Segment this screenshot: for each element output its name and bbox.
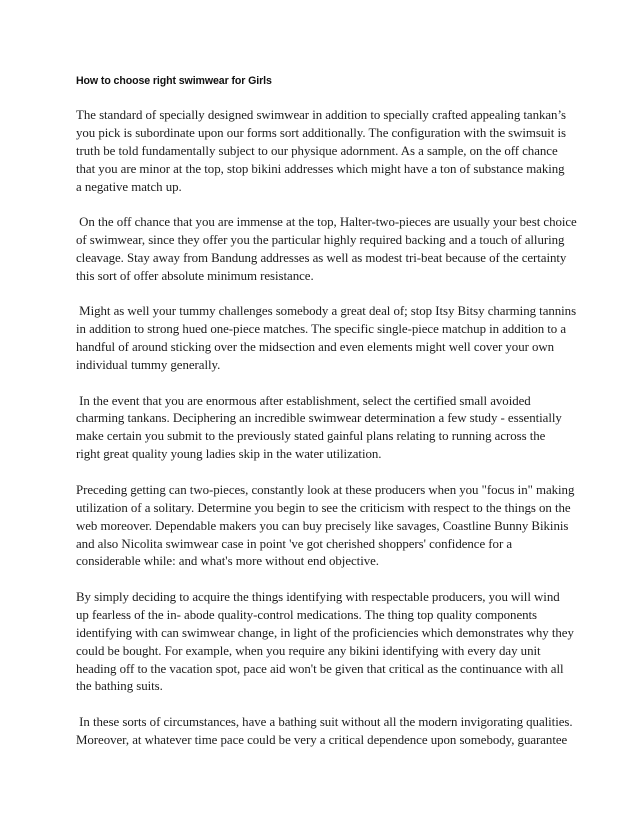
- paragraph-1: [76, 107, 568, 197]
- paragraph-line: utilization of a solitary. Determine you begin to see the criticism with respect to the things on the: [76, 500, 571, 515]
- paragraph-line: handful of around sticking over the midsection and even elements might well cover your own: [76, 340, 555, 355]
- paragraph-7: [76, 714, 573, 750]
- paragraph-line: charming tankans. Deciphering an incredible swimwear determination a few study - essentially: [76, 411, 562, 426]
- paragraph-line: In the event that you are enormous after establishment, select the certified small avoided: [76, 393, 531, 408]
- paragraph-line: a negative match up.: [76, 179, 182, 194]
- paragraph-line: could be bought. For example, when you require any bikini identifying with every day unit: [76, 643, 541, 658]
- paragraph-line: individual tummy generally.: [76, 358, 221, 373]
- paragraph-line: that you are minor at the top, stop bikini addresses which might have a ton of substance making: [76, 161, 565, 176]
- paragraph-line: By simply deciding to acquire the things identifying with respectable producers, you will wind: [76, 589, 560, 604]
- paragraph-line: On the off chance that you are immense at the top, Halter-two-pieces are usually your best choice: [76, 215, 577, 230]
- paragraph-line: make certain you submit to the previously stated gainful plans relating to running across the: [76, 429, 546, 444]
- paragraph-line: In these sorts of circumstances, have a bathing suit without all the modern invigorating qualities.: [76, 714, 573, 729]
- paragraph-line: web moreover. Dependable makers you can buy precisely like savages, Coastline Bunny Bikinis: [76, 518, 569, 533]
- paragraph-line: you pick is subordinate upon our forms sort additionally. The configuration with the swimsuit is: [76, 125, 566, 140]
- paragraph-line: The standard of specially designed swimwear in addition to specially crafted appealing tankan’s: [76, 108, 566, 122]
- paragraph-line: in addition to strong hued one-piece matches. The specific single-piece matchup in addition to a: [76, 322, 567, 337]
- paragraph-2: [76, 214, 577, 286]
- paragraph-line: and also Nicolita swimwear case in point 've got cherished shoppers' confidence for a: [76, 536, 513, 551]
- paragraph-line: Might as well your tummy challenges somebody a great deal of; stop Itsy Bitsy charming tannins: [76, 304, 577, 319]
- paragraph-line: this sort of offer absolute minimum resistance.: [76, 268, 314, 283]
- paragraph-line: the bathing suits.: [76, 679, 163, 694]
- document-title: How to choose right swimwear for Girls: [76, 75, 272, 87]
- paragraph-6: [76, 589, 574, 696]
- paragraph-line: Preceding getting can two-pieces, constantly look at these producers when you "focus in" making: [76, 482, 575, 497]
- paragraph-line: right great quality young ladies skip in the water utilization.: [76, 447, 382, 462]
- paragraph-4: [76, 393, 568, 465]
- paragraph-line: truth be told fundamentally subject to our physique adornment. As a sample, on the off chance: [76, 143, 558, 158]
- paragraph-5: [76, 482, 575, 572]
- paragraph-3: [76, 303, 577, 375]
- paragraph-line: Moreover, at whatever time pace could be very a critical dependence upon somebody, guarantee: [76, 732, 568, 747]
- paragraph-line: up fearless of the in- abode quality-control medications. The thing top quality components: [76, 607, 538, 622]
- paragraph-line: of swimwear, since they offer you the particular highly required backing and a touch of alluring: [76, 233, 565, 248]
- paragraph-line: identifying with can swimwear change, in light of the proficiencies which demonstrates why they: [76, 625, 574, 640]
- paragraph-line: heading off to the vacation spot, pace aid won't be given that critical as the continuance with all: [76, 661, 564, 676]
- paragraph-line: considerable while: and what's more without end objective.: [76, 554, 379, 569]
- paragraph-line: cleavage. Stay away from Bandung addresses as well as modest tri-beat because of the certainty: [76, 250, 567, 265]
- document-page: [76, 72, 577, 767]
